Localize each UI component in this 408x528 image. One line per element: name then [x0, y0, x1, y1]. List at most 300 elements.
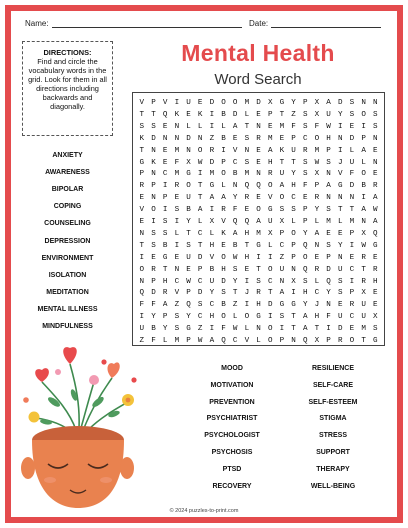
grid-letter[interactable]: T	[291, 325, 296, 334]
grid-letter[interactable]: R	[314, 194, 320, 203]
grid-letter[interactable]: G	[256, 313, 261, 322]
grid-letter[interactable]: X	[279, 218, 285, 226]
grid-letter[interactable]: L	[361, 158, 366, 167]
grid-letter[interactable]: Q	[302, 337, 308, 345]
grid-letter[interactable]: Z	[232, 301, 238, 310]
grid-letter[interactable]: R	[174, 182, 180, 191]
grid-letter[interactable]: D	[209, 158, 215, 167]
grid-letter[interactable]: F	[326, 313, 331, 322]
grid-letter[interactable]: G	[337, 182, 343, 191]
grid-letter[interactable]: A	[197, 206, 203, 215]
grid-letter[interactable]: F	[302, 182, 308, 191]
grid-letter[interactable]: E	[314, 253, 320, 262]
name-line[interactable]	[52, 20, 242, 28]
grid-letter[interactable]: N	[361, 99, 366, 107]
grid-letter[interactable]: K	[139, 134, 145, 143]
grid-letter[interactable]: P	[197, 265, 203, 274]
grid-letter[interactable]: T	[197, 241, 203, 250]
grid-letter[interactable]: Y	[186, 313, 191, 322]
grid-letter[interactable]: C	[267, 277, 273, 286]
grid-letter[interactable]: P	[302, 206, 308, 215]
grid-letter[interactable]: R	[256, 289, 261, 298]
grid-letter[interactable]: T	[139, 241, 145, 250]
grid-letter[interactable]: T	[139, 146, 145, 155]
grid-letter[interactable]: S	[291, 206, 296, 215]
grid-letter[interactable]: R	[256, 134, 261, 143]
grid-letter[interactable]: H	[256, 301, 261, 310]
grid-letter[interactable]: U	[291, 146, 296, 155]
grid-letter[interactable]: V	[267, 194, 273, 203]
grid-letter[interactable]: C	[314, 289, 320, 298]
grid-letter[interactable]: R	[162, 289, 168, 298]
grid-letter[interactable]: A	[209, 337, 215, 345]
grid-letter[interactable]: G	[279, 99, 285, 107]
grid-letter[interactable]: B	[221, 301, 226, 310]
grid-letter[interactable]: F	[232, 206, 238, 215]
grid-letter[interactable]: G	[256, 241, 261, 250]
grid-letter[interactable]: P	[279, 229, 285, 238]
grid-letter[interactable]: U	[186, 194, 191, 203]
grid-letter[interactable]: L	[244, 110, 250, 119]
grid-letter[interactable]: Q	[162, 110, 168, 119]
grid-letter[interactable]: O	[256, 206, 261, 215]
grid-letter[interactable]: S	[174, 206, 180, 215]
grid-letter[interactable]: H	[209, 241, 215, 250]
grid-letter[interactable]: A	[256, 218, 261, 226]
grid-letter[interactable]: D	[221, 277, 226, 286]
grid-letter[interactable]: T	[314, 325, 320, 334]
grid-letter[interactable]: L	[314, 218, 320, 226]
grid-letter[interactable]: Q	[186, 301, 191, 310]
grid-letter[interactable]: U	[186, 99, 191, 107]
grid-letter[interactable]: S	[151, 229, 156, 238]
grid-letter[interactable]: L	[256, 337, 261, 345]
grid-letter[interactable]: L	[209, 229, 215, 238]
grid-letter[interactable]: T	[162, 265, 168, 274]
grid-letter[interactable]: S	[186, 241, 191, 250]
grid-letter[interactable]: G	[186, 170, 191, 179]
grid-letter[interactable]: R	[244, 194, 250, 203]
grid-letter[interactable]: C	[197, 277, 203, 286]
grid-letter[interactable]: S	[302, 277, 308, 286]
grid-letter[interactable]: O	[267, 337, 273, 345]
grid-letter[interactable]: Z	[291, 110, 296, 119]
grid-letter[interactable]: Q	[244, 218, 250, 226]
grid-letter[interactable]: X	[314, 110, 320, 119]
grid-letter[interactable]: E	[197, 99, 203, 107]
grid-letter[interactable]: S	[162, 229, 168, 238]
grid-letter[interactable]: S	[151, 241, 156, 250]
grid-letter[interactable]: U	[279, 170, 285, 179]
grid-letter[interactable]: D	[337, 325, 343, 334]
grid-letter[interactable]: O	[197, 146, 203, 155]
grid-letter[interactable]: U	[361, 313, 366, 322]
grid-letter[interactable]: O	[291, 229, 296, 238]
grid-letter[interactable]: W	[372, 206, 378, 215]
grid-letter[interactable]: E	[244, 265, 250, 274]
grid-letter[interactable]: M	[174, 146, 180, 155]
grid-letter[interactable]: I	[256, 253, 261, 262]
grid-letter[interactable]: A	[326, 182, 331, 191]
grid-letter[interactable]: N	[337, 253, 343, 262]
grid-letter[interactable]: P	[349, 289, 355, 298]
grid-letter[interactable]: Q	[372, 229, 378, 238]
grid-letter[interactable]: M	[244, 170, 250, 179]
grid-letter[interactable]: A	[372, 218, 378, 226]
grid-letter[interactable]: T	[349, 206, 355, 215]
grid-letter[interactable]: W	[232, 253, 238, 262]
grid-letter[interactable]: O	[361, 170, 366, 179]
grid-letter[interactable]: Q	[302, 241, 308, 250]
grid-letter[interactable]: Z	[197, 325, 203, 334]
grid-letter[interactable]: D	[326, 265, 331, 274]
grid-letter[interactable]: M	[209, 170, 215, 179]
grid-letter[interactable]: Y	[302, 229, 308, 238]
grid-letter[interactable]: M	[174, 337, 180, 345]
grid-letter[interactable]: T	[279, 158, 285, 167]
grid-letter[interactable]: V	[232, 146, 238, 155]
grid-letter[interactable]: V	[162, 99, 168, 107]
grid-letter[interactable]: E	[186, 110, 191, 119]
grid-letter[interactable]: M	[244, 99, 250, 107]
grid-letter[interactable]: V	[221, 218, 226, 226]
grid-letter[interactable]: L	[349, 146, 355, 155]
grid-letter[interactable]: E	[372, 253, 378, 262]
grid-letter[interactable]: A	[279, 182, 285, 191]
grid-letter[interactable]: I	[197, 170, 203, 179]
grid-letter[interactable]: S	[221, 289, 226, 298]
grid-letter[interactable]: P	[267, 110, 273, 119]
grid-letter[interactable]: C	[209, 301, 215, 310]
grid-letter[interactable]: N	[151, 194, 156, 203]
grid-letter[interactable]: I	[267, 253, 273, 262]
grid-letter[interactable]: D	[267, 301, 273, 310]
grid-letter[interactable]: U	[139, 325, 145, 334]
grid-letter[interactable]: E	[256, 146, 261, 155]
grid-letter[interactable]: N	[256, 122, 261, 131]
grid-letter[interactable]: I	[337, 122, 343, 131]
grid-letter[interactable]: D	[349, 134, 355, 143]
grid-letter[interactable]: T	[291, 158, 296, 167]
grid-letter[interactable]: K	[197, 110, 203, 119]
grid-letter[interactable]: G	[162, 253, 168, 262]
grid-letter[interactable]: G	[267, 206, 273, 215]
grid-letter[interactable]: R	[267, 170, 273, 179]
grid-letter[interactable]: T	[267, 289, 273, 298]
grid-letter[interactable]: O	[221, 170, 226, 179]
grid-letter[interactable]: I	[209, 110, 215, 119]
grid-letter[interactable]: J	[244, 289, 250, 298]
grid-letter[interactable]: S	[139, 122, 145, 131]
grid-letter[interactable]: P	[151, 277, 156, 286]
grid-letter[interactable]: X	[209, 218, 215, 226]
grid-letter[interactable]: L	[221, 122, 226, 131]
grid-letter[interactable]: D	[232, 110, 238, 119]
grid-letter[interactable]: T	[256, 265, 261, 274]
grid-letter[interactable]: S	[162, 218, 168, 226]
grid-letter[interactable]: A	[361, 206, 366, 215]
grid-letter[interactable]: A	[232, 122, 238, 131]
grid-letter[interactable]: P	[279, 337, 285, 345]
grid-letter[interactable]: T	[197, 194, 203, 203]
grid-letter[interactable]: C	[232, 337, 238, 345]
grid-letter[interactable]: G	[372, 337, 378, 345]
grid-letter[interactable]: H	[221, 265, 226, 274]
grid-letter[interactable]: E	[139, 194, 145, 203]
grid-letter[interactable]: V	[209, 253, 215, 262]
grid-letter[interactable]: E	[337, 229, 343, 238]
grid-letter[interactable]: Z	[279, 253, 285, 262]
grid-letter[interactable]: T	[361, 265, 366, 274]
grid-letter[interactable]: L	[221, 182, 226, 191]
date-line[interactable]	[271, 20, 381, 28]
grid-letter[interactable]: A	[209, 194, 215, 203]
grid-letter[interactable]: S	[174, 313, 180, 322]
grid-letter[interactable]: S	[326, 241, 331, 250]
grid-letter[interactable]: I	[209, 206, 215, 215]
grid-letter[interactable]: N	[279, 277, 285, 286]
grid-letter[interactable]: P	[302, 218, 308, 226]
grid-letter[interactable]: P	[349, 229, 355, 238]
grid-letter[interactable]: M	[314, 146, 320, 155]
grid-letter[interactable]: U	[267, 218, 273, 226]
grid-letter[interactable]: Y	[314, 206, 320, 215]
grid-letter[interactable]: X	[314, 337, 320, 345]
grid-letter[interactable]: D	[151, 289, 156, 298]
grid-letter[interactable]: I	[162, 182, 168, 191]
grid-letter[interactable]: E	[326, 229, 331, 238]
grid-letter[interactable]: I	[139, 253, 145, 262]
grid-letter[interactable]: N	[162, 134, 168, 143]
name-field[interactable]	[25, 19, 242, 28]
grid-letter[interactable]: P	[291, 253, 296, 262]
grid-letter[interactable]: I	[221, 146, 226, 155]
grid-letter[interactable]: A	[267, 146, 273, 155]
grid-letter[interactable]: B	[232, 241, 238, 250]
grid-letter[interactable]: O	[139, 265, 145, 274]
grid-letter[interactable]: Q	[256, 182, 261, 191]
grid-letter[interactable]: X	[267, 229, 273, 238]
grid-letter[interactable]: I	[267, 313, 273, 322]
grid-letter[interactable]: Z	[174, 301, 180, 310]
grid-letter[interactable]: W	[197, 337, 203, 345]
grid-letter[interactable]: Y	[291, 170, 296, 179]
grid-letter[interactable]: E	[151, 253, 156, 262]
grid-letter[interactable]: P	[302, 99, 308, 107]
grid-letter[interactable]: N	[372, 99, 378, 107]
grid-letter[interactable]: N	[139, 277, 145, 286]
grid-letter[interactable]: L	[337, 218, 343, 226]
grid-letter[interactable]: F	[151, 301, 156, 310]
grid-letter[interactable]: G	[291, 301, 296, 310]
grid-letter[interactable]: K	[151, 158, 156, 167]
grid-letter[interactable]: H	[291, 182, 296, 191]
grid-letter[interactable]: S	[372, 325, 378, 334]
grid-letter[interactable]: H	[267, 158, 273, 167]
grid-letter[interactable]: C	[197, 229, 203, 238]
grid-letter[interactable]: X	[361, 289, 366, 298]
grid-letter[interactable]: F	[221, 325, 226, 334]
grid-letter[interactable]: Y	[337, 241, 343, 250]
grid-letter[interactable]: Z	[209, 134, 215, 143]
grid-letter[interactable]: O	[349, 337, 355, 345]
grid-letter[interactable]: O	[267, 325, 273, 334]
grid-letter[interactable]: O	[267, 182, 273, 191]
grid-letter[interactable]: E	[221, 241, 226, 250]
grid-letter[interactable]: Q	[326, 277, 331, 286]
grid-letter[interactable]: E	[162, 122, 168, 131]
grid-letter[interactable]: N	[361, 218, 366, 226]
grid-letter[interactable]: G	[279, 301, 285, 310]
grid-letter[interactable]: E	[372, 289, 378, 298]
grid-letter[interactable]: O	[186, 182, 191, 191]
grid-letter[interactable]: U	[326, 110, 331, 119]
grid-letter[interactable]: D	[197, 289, 203, 298]
grid-letter[interactable]: W	[361, 241, 366, 250]
grid-letter[interactable]: A	[326, 99, 331, 107]
grid-letter[interactable]: N	[372, 134, 378, 143]
grid-letter[interactable]: I	[209, 325, 215, 334]
grid-letter[interactable]: R	[302, 146, 308, 155]
grid-letter[interactable]: E	[186, 265, 191, 274]
grid-letter[interactable]: W	[326, 122, 331, 131]
grid-letter[interactable]: T	[291, 313, 296, 322]
grid-letter[interactable]: U	[337, 265, 343, 274]
grid-letter[interactable]: R	[349, 301, 355, 310]
grid-letter[interactable]: A	[314, 229, 320, 238]
grid-letter[interactable]: P	[221, 158, 226, 167]
grid-letter[interactable]: M	[279, 122, 285, 131]
grid-letter[interactable]: Y	[232, 194, 238, 203]
grid-letter[interactable]: U	[209, 277, 215, 286]
grid-letter[interactable]: E	[267, 122, 273, 131]
grid-letter[interactable]: I	[279, 325, 285, 334]
grid-letter[interactable]: V	[139, 206, 145, 215]
grid-letter[interactable]: O	[232, 99, 238, 107]
grid-letter[interactable]: E	[349, 253, 355, 262]
grid-letter[interactable]: D	[209, 99, 215, 107]
grid-letter[interactable]: N	[326, 170, 331, 179]
grid-letter[interactable]: N	[291, 337, 296, 345]
grid-letter[interactable]: M	[361, 325, 366, 334]
grid-letter[interactable]: S	[349, 110, 355, 119]
grid-letter[interactable]: T	[232, 289, 238, 298]
grid-letter[interactable]: S	[337, 277, 343, 286]
grid-letter[interactable]: T	[361, 337, 366, 345]
grid-letter[interactable]: I	[291, 289, 296, 298]
grid-letter[interactable]: C	[279, 241, 285, 250]
grid-letter[interactable]: D	[197, 253, 203, 262]
grid-letter[interactable]: R	[221, 206, 226, 215]
grid-letter[interactable]: C	[162, 170, 168, 179]
grid-letter[interactable]: I	[244, 277, 250, 286]
grid-letter[interactable]: O	[361, 110, 366, 119]
grid-letter[interactable]: E	[174, 253, 180, 262]
grid-letter[interactable]: C	[232, 158, 238, 167]
grid-letter[interactable]: U	[361, 301, 366, 310]
grid-letter[interactable]: L	[232, 313, 238, 322]
grid-letter[interactable]: I	[361, 122, 366, 131]
grid-letter[interactable]: S	[326, 158, 331, 167]
grid-letter[interactable]: X	[186, 158, 191, 167]
grid-letter[interactable]: I	[139, 313, 145, 322]
grid-letter[interactable]: R	[337, 337, 343, 345]
grid-letter[interactable]: M	[256, 229, 261, 238]
grid-letter[interactable]: B	[232, 170, 238, 179]
grid-letter[interactable]: I	[349, 277, 355, 286]
grid-letter[interactable]: X	[267, 99, 273, 107]
grid-letter[interactable]: V	[244, 337, 250, 345]
grid-letter[interactable]: V	[139, 99, 145, 107]
grid-letter[interactable]: V	[174, 289, 180, 298]
grid-letter[interactable]: N	[186, 146, 191, 155]
grid-letter[interactable]: U	[279, 265, 285, 274]
grid-letter[interactable]: P	[151, 182, 156, 191]
grid-letter[interactable]: L	[314, 277, 320, 286]
grid-letter[interactable]: I	[174, 241, 180, 250]
grid-letter[interactable]: R	[151, 265, 156, 274]
grid-letter[interactable]: I	[151, 218, 156, 226]
grid-letter[interactable]: B	[221, 110, 226, 119]
grid-letter[interactable]: B	[361, 182, 366, 191]
grid-letter[interactable]: S	[326, 206, 331, 215]
grid-letter[interactable]: H	[326, 134, 331, 143]
grid-letter[interactable]: Z	[139, 337, 145, 345]
grid-letter[interactable]: N	[151, 146, 156, 155]
grid-letter[interactable]: C	[349, 265, 355, 274]
grid-letter[interactable]: O	[151, 206, 156, 215]
grid-letter[interactable]: E	[256, 158, 261, 167]
grid-letter[interactable]: S	[244, 158, 250, 167]
grid-letter[interactable]: N	[291, 265, 296, 274]
grid-letter[interactable]: D	[337, 99, 343, 107]
grid-letter[interactable]: A	[302, 325, 308, 334]
grid-letter[interactable]: G	[372, 241, 378, 250]
grid-letter[interactable]: T	[279, 110, 285, 119]
grid-letter[interactable]: Y	[232, 277, 238, 286]
grid-letter[interactable]: H	[162, 277, 168, 286]
grid-letter[interactable]: S	[349, 99, 355, 107]
grid-letter[interactable]: B	[162, 241, 168, 250]
grid-letter[interactable]: T	[244, 241, 250, 250]
grid-letter[interactable]: I	[162, 206, 168, 215]
grid-letter[interactable]: A	[162, 301, 168, 310]
grid-letter[interactable]: X	[291, 277, 296, 286]
grid-letter[interactable]: F	[139, 301, 145, 310]
grid-letter[interactable]: H	[244, 229, 250, 238]
grid-letter[interactable]: L	[197, 122, 203, 131]
grid-letter[interactable]: A	[372, 194, 378, 203]
grid-letter[interactable]: E	[372, 301, 378, 310]
grid-letter[interactable]: D	[186, 134, 191, 143]
grid-letter[interactable]: E	[232, 134, 238, 143]
grid-letter[interactable]: P	[139, 170, 145, 179]
grid-letter[interactable]: K	[221, 229, 226, 238]
grid-letter[interactable]: F	[291, 122, 296, 131]
grid-letter[interactable]: E	[162, 146, 168, 155]
grid-letter[interactable]: G	[209, 182, 215, 191]
grid-letter[interactable]: T	[337, 206, 343, 215]
grid-letter[interactable]: T	[186, 229, 191, 238]
grid-letter[interactable]: N	[244, 146, 250, 155]
grid-letter[interactable]: P	[151, 99, 156, 107]
grid-letter[interactable]: O	[314, 134, 320, 143]
grid-letter[interactable]: B	[186, 206, 191, 215]
grid-letter[interactable]: H	[314, 313, 320, 322]
grid-letter[interactable]: D	[349, 182, 355, 191]
grid-letter[interactable]: P	[162, 313, 168, 322]
grid-letter[interactable]: S	[302, 110, 308, 119]
